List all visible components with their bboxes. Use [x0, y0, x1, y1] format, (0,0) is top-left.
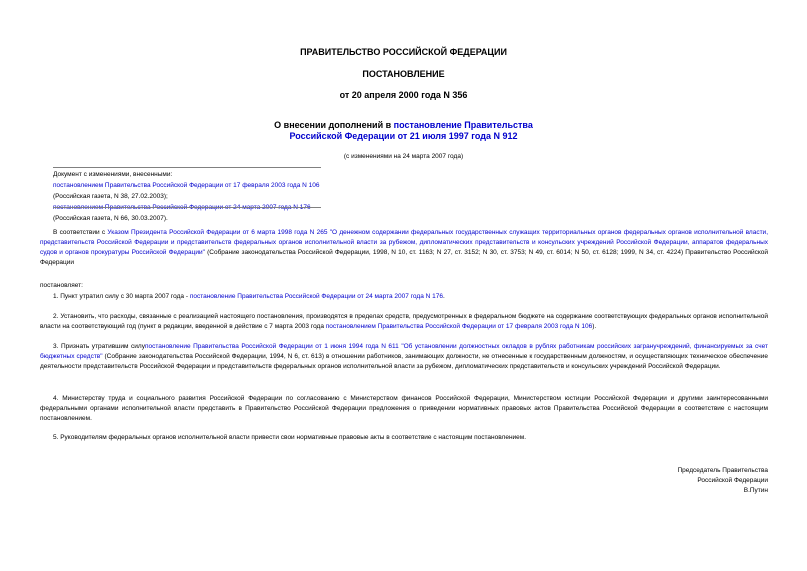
item-4-text: 4. Министерству труда и социального развития Российской Федерации по согласованию с Министерством финансов Российской Федерации, Министерством юстиции Российской Федерации и другими заинтересованными федеральными органами исполнительной власти представить в Правительство Российской Федерации предложения о приведении нормативных правовых актов Правительства Российской Федерации в соответствие с настоящим постановлением. — [40, 395, 768, 422]
item-1-paragraph — [40, 292, 768, 302]
decides-text: постановляет: — [40, 282, 83, 289]
changes-item-1-link[interactable]: постановлением Правительства Российской Федерации от 17 февраля 2003 года N 106 — [53, 182, 320, 189]
signature-name: В.Путин — [743, 487, 768, 494]
signature-title: Председатель Правительства — [677, 467, 768, 474]
item-5-text: 5. Руководителям федеральных органов исполнительной власти привести свои нормативные правовые акты в соответствие с настоящим постановлением. — [53, 434, 527, 441]
item-2-text: 2. Установить, что расходы, связанные с реализацией настоящего постановления, производятся в пределах средств, предусмотренных в федеральном бюджете на содержание соответствующих федеральных органов исполнительной власти на соответствующий год (пункт в редакции, введенной в действие с 7 марта 2003 года — [40, 313, 768, 330]
subject-link-line2[interactable]: Российской Федерации от 21 июля 1997 года N 912 — [289, 131, 518, 141]
item-3-text: 3. Признать утратившим силу — [53, 343, 145, 350]
item-2-link[interactable]: постановлением Правительства Российской Федерации от 17 февраля 2003 года N 106 — [325, 323, 593, 330]
divider-top — [53, 167, 321, 168]
item-1-link[interactable]: постановление Правительства Российской Федерации от 24 марта 2007 года N 176 — [189, 293, 443, 300]
preamble-text-2: (Собрание законодательства Российской Федерации, 1998, N 10, ст. 1163; N 27, ст. 3152; N 30, ст. 3753; N 49, ст. 6014; N 50, ст. 6128; 1999, N 34, ст. 4224) Правительство Российской Федерации — [40, 249, 768, 266]
changes-intro: Документ с изменениями, внесенными: — [53, 171, 173, 178]
edition-note: (с изменениями на 24 марта 2007 года) — [343, 153, 464, 160]
signature-block — [568, 466, 768, 496]
preamble-text-1: В соответствии с — [53, 229, 108, 236]
item-5-paragraph — [40, 433, 768, 443]
changes-item-2-source: (Российская газета, N 66, 30.03.2007). — [53, 215, 168, 222]
item-2-end: ). — [592, 323, 597, 330]
changes-item-2 — [53, 202, 321, 224]
signature-country: Российской Федерации — [697, 477, 768, 484]
item-1-text: 1. Пункт утратил силу с 30 марта 2007 года - — [53, 293, 190, 300]
item-4-paragraph — [40, 394, 768, 424]
changes-item-1-source: (Российская газета, N 38, 27.02.2003); — [53, 193, 168, 200]
item-3-link[interactable]: постановление Правительства Российской Федерации от 1 июня 1994 года N 611 "Об установлении должностных окладов в рублях работникам российских загранучреждений, финансируемых за счет бюджетных средств" — [40, 343, 768, 360]
changes-item-2-link[interactable]: постановлением Правительства Российской Федерации от 24 марта 2007 года N 176 — [53, 204, 311, 211]
preamble-decree-link[interactable]: Указом Президента Российской Федерации от 6 марта 1998 года N 265 "О денежном содержании федеральных государственных служащих территориальных органов федеральных органов исполнительной власти, представительств Российской Федерации и представительств федеральных органов исполнительной власти за рубежом, дипломатических представительств и консульских учреждений Российской Федерации, аппаратов федеральных судов и органов прокуратуры Российской Федерации" — [40, 229, 768, 256]
subject-prefix: О внесении дополнений в — [274, 120, 394, 130]
document-subject — [0, 120, 807, 142]
item-1-end: . — [442, 293, 445, 300]
government-heading: ПРАВИТЕЛЬСТВО РОССИЙСКОЙ ФЕДЕРАЦИИ — [300, 47, 507, 57]
item-3-rest: (Собрание законодательства Российской Федерации, 1994, N 6, ст. 613) в отношении работников, занимающих должности, не отнесенные к государственным должностям, и осуществляющих техническое обеспечение деятельности представительств Российской Федерации и представительств федеральных органов исполнительной власти за рубежом, дипломатических представительств и консульских учреждений Российской Федерации. — [40, 353, 768, 370]
preamble-paragraph — [40, 228, 768, 268]
changes-item-1 — [53, 180, 321, 202]
item-3-paragraph — [40, 342, 768, 372]
divider-bottom — [53, 207, 321, 208]
changes-note — [53, 169, 321, 224]
item-2-paragraph — [40, 312, 768, 332]
document-type-heading: ПОСТАНОВЛЕНИЕ — [362, 69, 445, 79]
date-number-heading: от 20 апреля 2000 года N 356 — [339, 90, 468, 100]
subject-link-line1[interactable]: постановление Правительства — [393, 120, 533, 130]
